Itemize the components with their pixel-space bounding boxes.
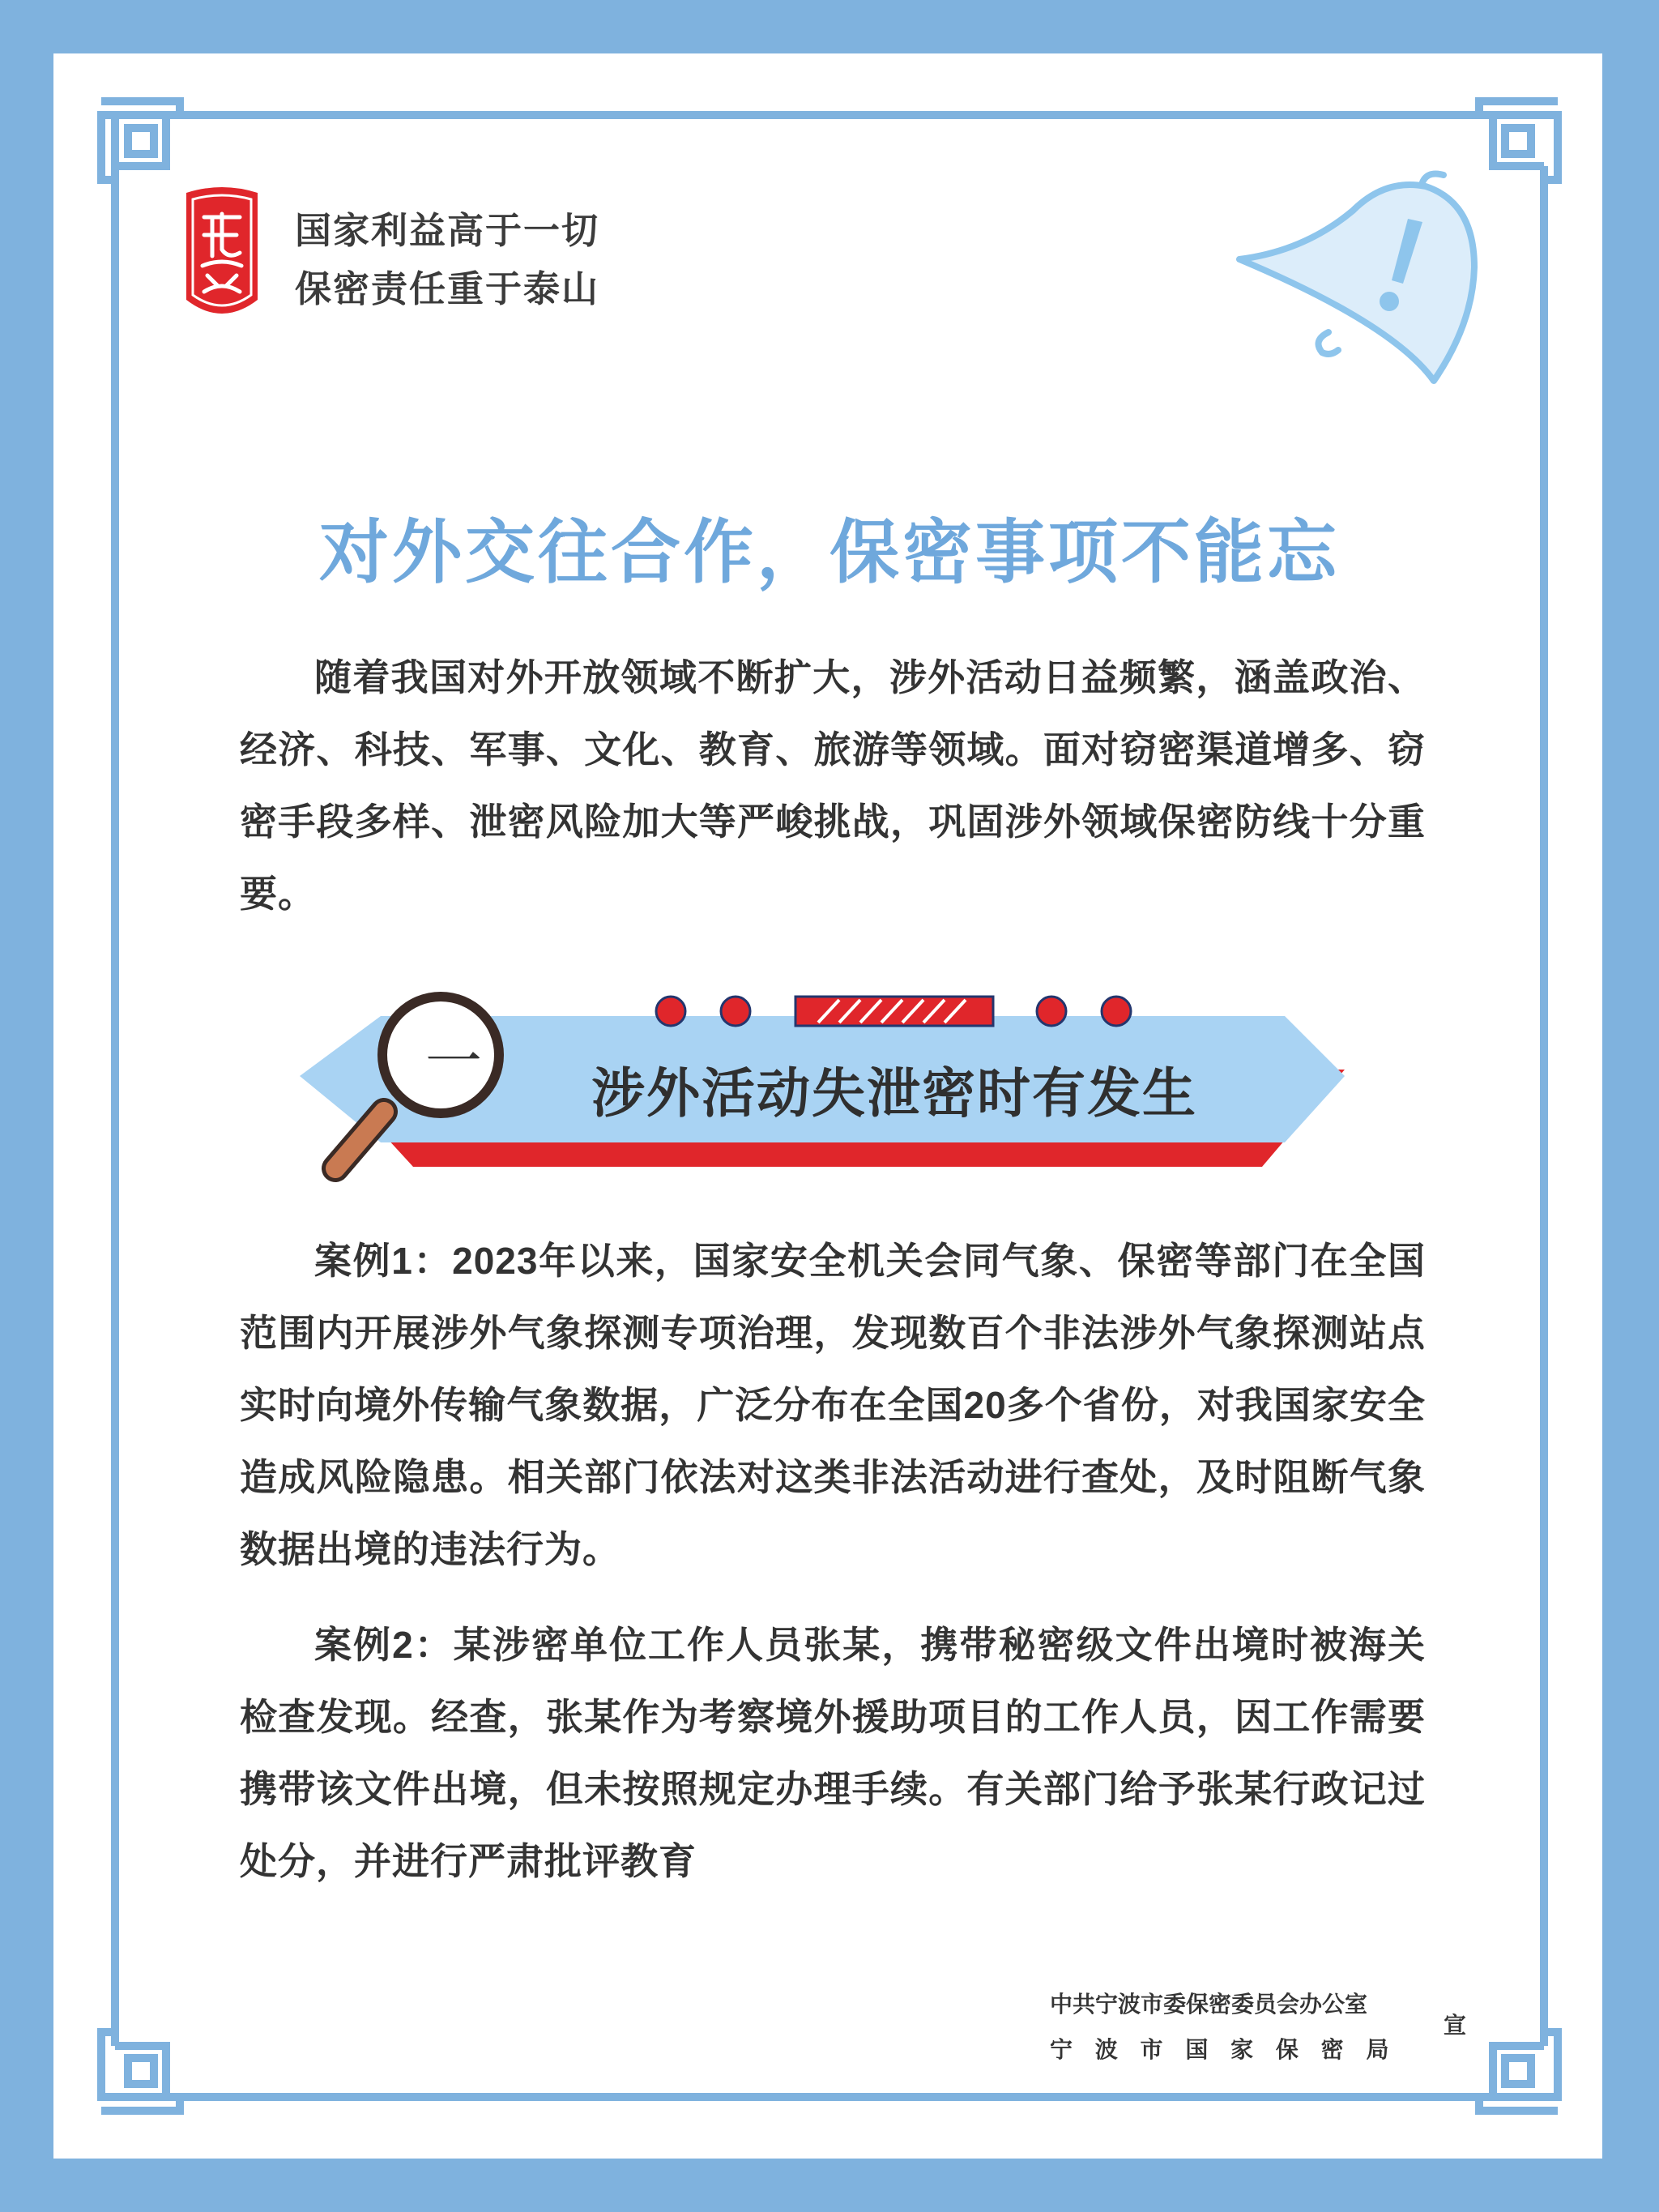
case-2-paragraph: 案例2：某涉密单位工作人员张某，携带秘密级文件出境时被海关检查发现。经查，张某作为考察境外援助项目的工作人员，因工作需要携带该文件出境，但未按照规定办理手续。有关部门给予张某行政记过处分，并进行严肃批评教育 xyxy=(240,1624,1426,1882)
section-number: 一 xyxy=(425,1030,482,1093)
slogan-line-1: 国家利益高于一切 xyxy=(295,210,600,251)
section-title: 涉外活动失泄密时有发生 xyxy=(591,1065,1197,1124)
slogan-line-2: 保密责任重于泰山 xyxy=(295,268,600,310)
page-title: 对外交往合作，保密事项不能忘 xyxy=(319,514,1340,591)
seal-icon xyxy=(180,185,264,324)
footer-org-2: 宁 波 市 国 家 保 密 局 xyxy=(1050,2037,1397,2062)
bell-icon xyxy=(1231,162,1499,405)
case-1-paragraph: 案例1：2023年以来，国家安全机关会同气象、保密等部门在全国范围内开展涉外气象探测专项治理，发现数百个非法涉外气象探测站点实时向境外传输气象数据，广泛分布在全国20多个省份，对我国家安全造成风险隐患。相关部门依法对这类非法活动进行查处，及时阻断气象数据出境的违法行为。 xyxy=(240,1240,1426,1570)
footer-org-1: 中共宁波市委保密委员会办公室 xyxy=(1050,1992,1368,2017)
intro-paragraph: 随着我国对外开放领域不断扩大，涉外活动日益频繁，涵盖政治、经济、科技、军事、文化、教育、旅游等领域。面对窃密渠道增多、窃密手段多样、泄密风险加大等严峻挑战，巩固涉外领域保密防线十分重要。 xyxy=(240,656,1426,915)
footer-suffix: 宣 xyxy=(1444,2013,1467,2038)
